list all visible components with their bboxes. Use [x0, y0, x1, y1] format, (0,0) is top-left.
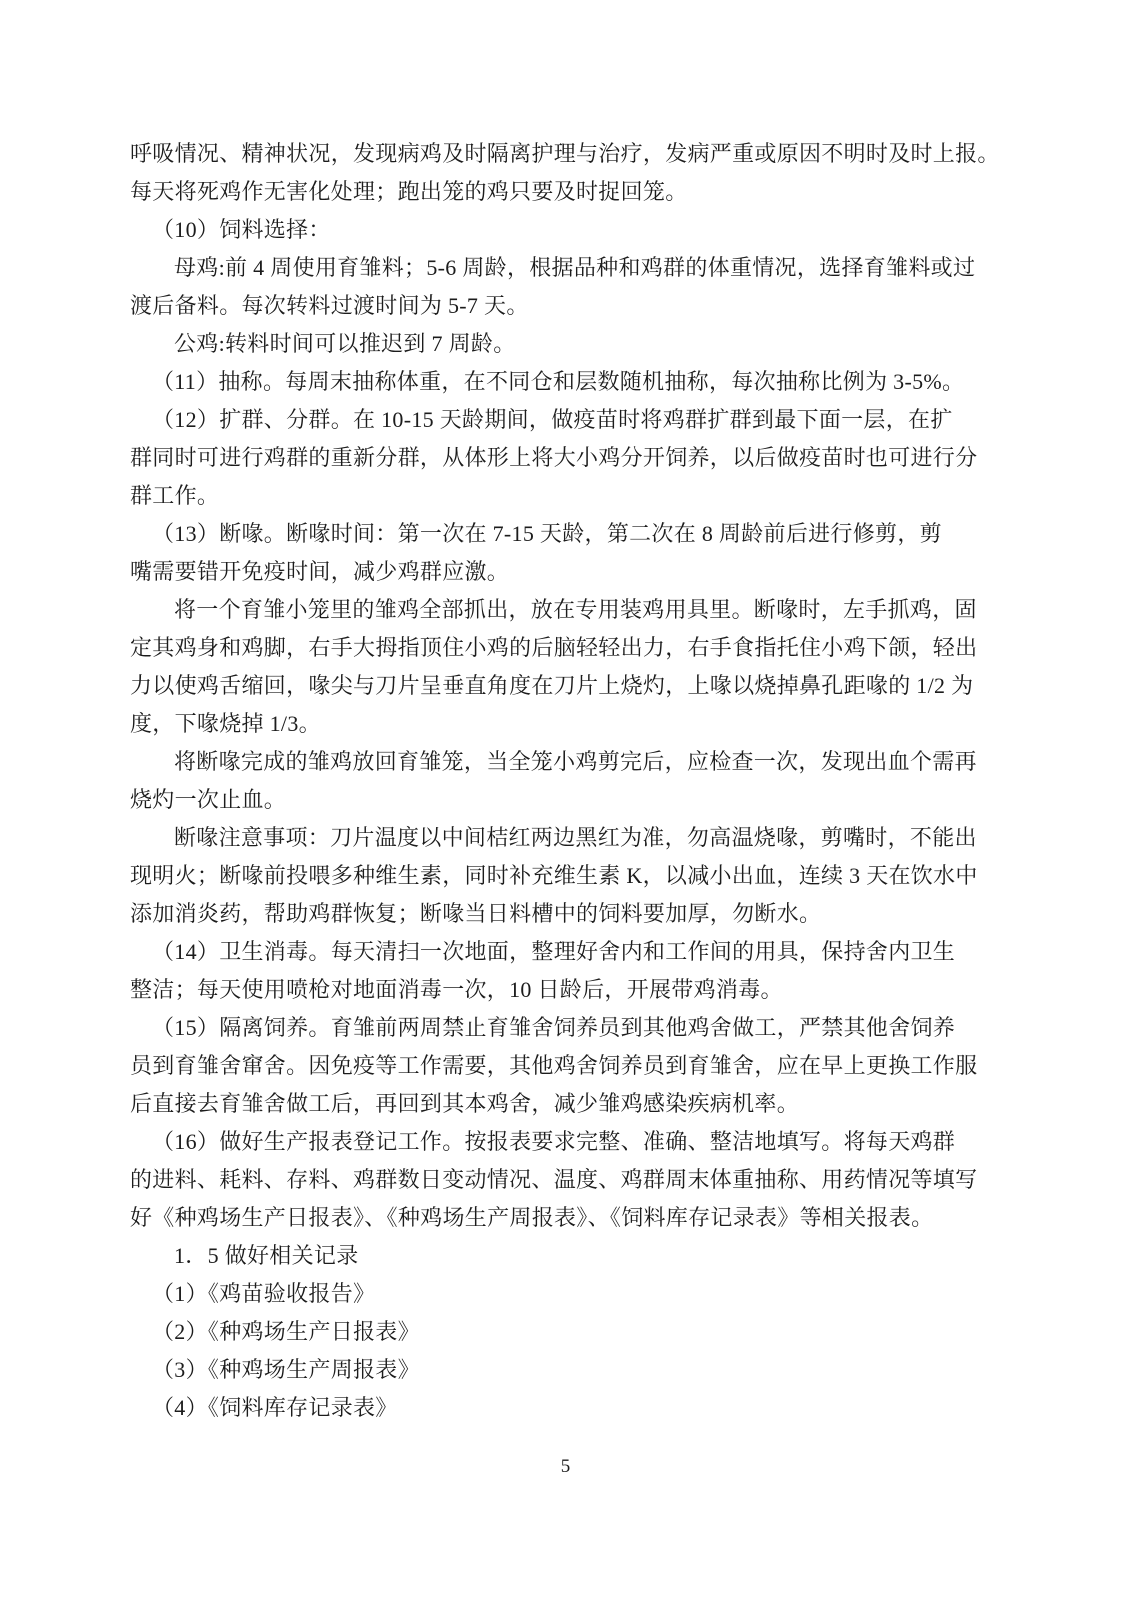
document-text-line: 烧灼一次止血。	[130, 787, 287, 812]
document-text-line: 将断喙完成的雏鸡放回育雏笼，当全笼小鸡剪完后，应检查一次，发现出血个需再	[174, 749, 977, 774]
document-text-line: （1）《鸡苗验收报告》	[152, 1281, 376, 1306]
document-text-line: 度，下喙烧掉 1/3。	[130, 711, 321, 736]
document-text-line: 呼吸情况、精神状况，发现病鸡及时隔离护理与治疗，发病严重或原因不明时及时上报。	[130, 141, 1000, 166]
document-text-line: （16）做好生产报表登记工作。按报表要求完整、准确、整洁地填写。将每天鸡群	[152, 1129, 956, 1154]
document-text-line: 母鸡:前 4 周使用育雏料；5-6 周龄，根据品种和鸡群的体重情况，选择育雏料或过	[174, 255, 976, 280]
document-text-line: （10）饲料选择：	[152, 217, 331, 242]
document-text-line: （2）《种鸡场生产日报表》	[152, 1319, 420, 1344]
page-footer	[0, 1452, 1131, 1482]
document-body	[130, 135, 1005, 1427]
document-text-line: 好《种鸡场生产日报表》、《种鸡场生产周报表》、《饲料库存记录表》等相关报表。	[130, 1205, 934, 1230]
document-text-line: （3）《种鸡场生产周报表》	[152, 1357, 420, 1382]
document-text-line: （13）断喙。断喙时间：第一次在 7-15 天龄，第二次在 8 周龄前后进行修剪，剪	[152, 521, 942, 546]
document-text-line: 的进料、耗料、存料、鸡群数日变动情况、温度、鸡群周末体重抽称、用药情况等填写	[130, 1167, 978, 1192]
document-text-line: 断喙注意事项：刀片温度以中间桔红两边黑红为准，勿高温烧喙，剪嘴时，不能出	[174, 825, 977, 850]
document-text-line: 将一个育雏小笼里的雏鸡全部抓出，放在专用装鸡用具里。断喙时，左手抓鸡，固	[174, 597, 977, 622]
document-text-line: （14）卫生消毒。每天清扫一次地面，整理好舍内和工作间的用具，保持舍内卫生	[152, 939, 956, 964]
document-text-line: 力以使鸡舌缩回，喙尖与刀片呈垂直角度在刀片上烧灼，上喙以烧掉鼻孔距喙的 1/2 为	[130, 673, 974, 698]
document-text-line: 后直接去育雏舍做工后，再回到其本鸡舍，减少雏鸡感染疾病机率。	[130, 1091, 800, 1116]
document-text-line: 公鸡:转料时间可以推迟到 7 周龄。	[174, 331, 516, 356]
document-text-line: 1．5 做好相关记录	[174, 1243, 359, 1268]
document-text-line: 渡后备料。每次转料过渡时间为 5-7 天。	[130, 293, 529, 318]
document-text-line: 群同时可进行鸡群的重新分群，从体形上将大小鸡分开饲养，以后做疫苗时也可进行分	[130, 445, 978, 470]
document-text-line: 整洁；每天使用喷枪对地面消毒一次，10 日龄后，开展带鸡消毒。	[130, 977, 783, 1002]
document-text-line: （4）《饲料库存记录表》	[152, 1395, 398, 1420]
document-text-line: （15）隔离饲养。育雏前两周禁止育雏舍饲养员到其他鸡舍做工，严禁其他舍饲养	[152, 1015, 956, 1040]
document-text-line: 添加消炎药，帮助鸡群恢复；断喙当日料槽中的饲料要加厚，勿断水。	[130, 901, 822, 926]
document-text-line: 员到育雏舍窜舍。因免疫等工作需要，其他鸡舍饲养员到育雏舍，应在早上更换工作服	[130, 1053, 978, 1078]
document-text-line: 群工作。	[130, 483, 220, 508]
document-text-line: 每天将死鸡作无害化处理；跑出笼的鸡只要及时捉回笼。	[130, 179, 688, 204]
document-text-line: （11）抽称。每周末抽称体重，在不同仓和层数随机抽称，每次抽称比例为 3-5%。	[152, 369, 965, 394]
document-text-line: 嘴需要错开免疫时间，减少鸡群应激。	[130, 559, 510, 584]
page-number: 5	[560, 1456, 571, 1477]
document-text-line: 定其鸡身和鸡脚，右手大拇指顶住小鸡的后脑轻轻出力，右手食指托住小鸡下颌，轻出	[130, 635, 978, 660]
document-text-line: （12）扩群、分群。在 10-15 天龄期间，做疫苗时将鸡群扩群到最下面一层，在扩	[152, 407, 953, 432]
document-text-line: 现明火；断喙前投喂多种维生素，同时补充维生素 K，以减小出血，连续 3 天在饮水中	[130, 863, 978, 888]
